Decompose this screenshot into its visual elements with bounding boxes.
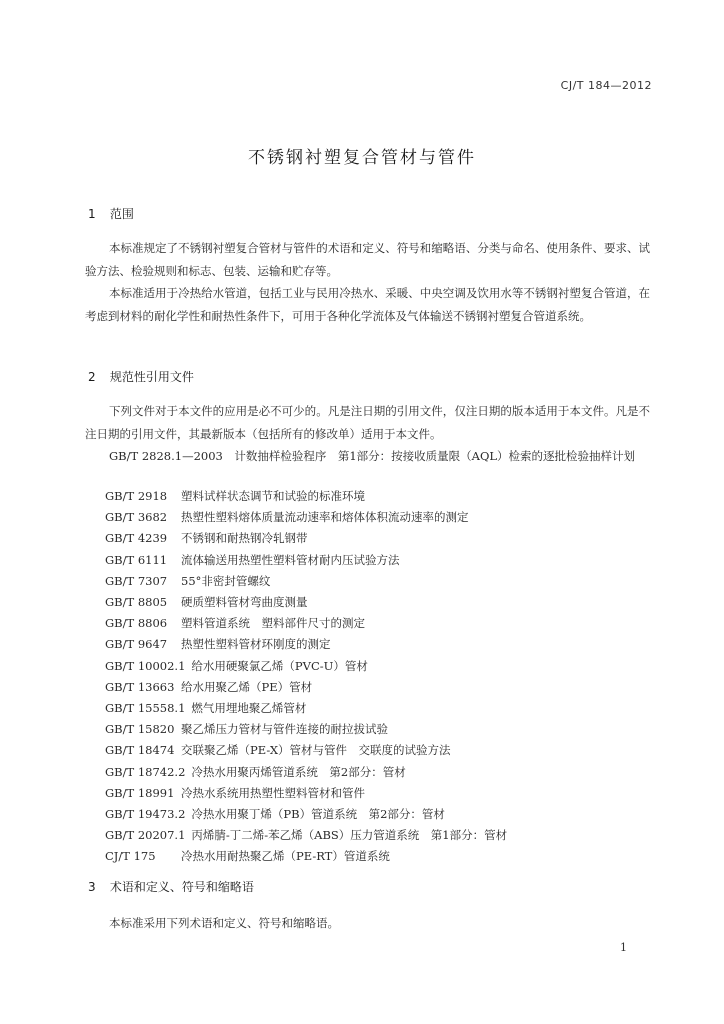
reference-code: GB/T 18991 xyxy=(105,785,175,800)
list-item xyxy=(105,677,665,698)
reference-title: 不锈钢和耐热钢冷轧钢带 xyxy=(181,531,308,546)
section-1-paragraph: 本标准规定了不锈钢衬塑复合管材与管件的术语和定义、符号和缩略语、分类与命名、使用条件、要求、试验方法、检验规则和标志、包装、运输和贮存等。 xyxy=(85,241,650,278)
reference-code: GB/T 18742.2 xyxy=(105,764,186,779)
document-title: 不锈钢衬塑复合管材与管件 xyxy=(248,148,476,168)
standard-code: CJ/T 184—2012 xyxy=(560,79,652,92)
list-item xyxy=(105,804,665,825)
list-item xyxy=(105,740,665,761)
reference-title: 冷热水用聚丁烯（PB）管道系统 第2部分：管材 xyxy=(191,807,445,822)
list-item xyxy=(105,698,665,719)
section-1-number: 1 xyxy=(88,207,96,221)
reference-title: 硬质塑料管材弯曲度测量 xyxy=(181,595,308,610)
reference-list xyxy=(105,486,665,868)
reference-title: 冷热水用耐热聚乙烯（PE-RT）管道系统 xyxy=(181,849,390,864)
list-item xyxy=(105,592,665,613)
reference-title: 热塑性塑料熔体质量流动速率和熔体体积流动速率的测定 xyxy=(181,510,469,525)
section-1-body xyxy=(85,237,650,327)
reference-title: 给水用聚乙烯（PE）管材 xyxy=(181,679,313,694)
reference-title: 交联聚乙烯（PE-X）管材与管件 交联度的试验方法 xyxy=(181,743,451,758)
reference-code: GB/T 2918 xyxy=(105,489,168,503)
section-2-number: 2 xyxy=(88,370,96,384)
reference-title: 聚乙烯压力管材与管件连接的耐拉拔试验 xyxy=(181,722,388,737)
section-1-paragraph: 本标准适用于冷热给水管道，包括工业与民用冷热水、采暖、中央空调及饮用水等不锈钢衬塑复合管道，在考虑到材料的耐化学性和耐热性条件下，可用于各种化学流体及气体输送不锈钢衬塑复合管道系统。 xyxy=(85,286,650,323)
reference-title: 流体输送用热塑性塑料管材耐内压试验方法 xyxy=(181,552,400,567)
section-2-heading xyxy=(88,368,194,385)
reference-code: GB/T 15558.1 xyxy=(105,701,186,716)
section-2-paragraph: GB/T 2828.1—2003 计数抽样检验程序 第1部分：按接收质量限（AQL）检索的逐批检验抽样计划 xyxy=(109,449,636,463)
list-item xyxy=(105,634,665,655)
reference-code: GB/T 19473.2 xyxy=(105,807,186,822)
reference-code: GB/T 6111 xyxy=(105,552,168,567)
list-item xyxy=(105,507,665,528)
reference-title: 塑料管道系统 塑料部件尺寸的测定 xyxy=(181,616,365,631)
reference-code: GB/T 10002.1 xyxy=(105,658,186,673)
section-1-heading xyxy=(88,205,134,222)
list-item xyxy=(105,846,665,867)
section-3-body xyxy=(85,912,650,935)
reference-title: 燃气用埋地聚乙烯管材 xyxy=(191,701,307,716)
reference-code: GB/T 4239 xyxy=(105,531,168,546)
reference-code: GB/T 3682 xyxy=(105,510,168,525)
reference-code: GB/T 8805 xyxy=(105,595,168,610)
reference-title: 塑料试样状态调节和试验的标准环境 xyxy=(181,489,365,503)
reference-title: 热塑性塑料管材环刚度的测定 xyxy=(181,637,331,652)
reference-code: GB/T 8806 xyxy=(105,616,168,631)
section-2-body xyxy=(85,400,650,468)
reference-title: 冷热水系统用热塑性塑料管材和管件 xyxy=(181,785,365,800)
reference-title: 冷热水用聚丙烯管道系统 第2部分：管材 xyxy=(191,764,406,779)
list-item xyxy=(105,571,665,592)
reference-title: 给水用硬聚氯乙烯（PVC-U）管材 xyxy=(191,658,368,673)
reference-code: GB/T 7307 xyxy=(105,573,168,588)
reference-code: GB/T 9647 xyxy=(105,637,168,652)
section-2-paragraph: 下列文件对于本文件的应用是必不可少的。凡是注日期的引用文件，仅注日期的版本适用于本文件。凡是不注日期的引用文件，其最新版本（包括所有的修改单）适用于本文件。 xyxy=(85,404,650,441)
section-1-title: 范围 xyxy=(109,207,134,221)
section-3-paragraph: 本标准采用下列术语和定义、符号和缩略语。 xyxy=(109,916,339,930)
reference-title: 55°非密封管螺纹 xyxy=(181,573,271,588)
reference-code: CJ/T 175 xyxy=(105,849,156,864)
list-item xyxy=(105,528,665,549)
list-item xyxy=(105,762,665,783)
section-3-title: 术语和定义、符号和缩略语 xyxy=(109,880,254,894)
page-number: 1 xyxy=(620,941,627,954)
section-2-title: 规范性引用文件 xyxy=(109,370,194,384)
list-item xyxy=(105,719,665,740)
reference-code: GB/T 15820 xyxy=(105,722,175,737)
list-item xyxy=(105,656,665,677)
reference-code: GB/T 13663 xyxy=(105,679,175,694)
list-item xyxy=(105,783,665,804)
reference-code: GB/T 18474 xyxy=(105,743,175,758)
section-3-heading xyxy=(88,878,254,895)
reference-code: GB/T 20207.1 xyxy=(105,828,186,843)
list-item xyxy=(105,486,665,507)
list-item xyxy=(105,825,665,846)
section-3-number: 3 xyxy=(88,880,96,894)
reference-title: 丙烯腈-丁二烯-苯乙烯（ABS）压力管道系统 第1部分：管材 xyxy=(191,828,508,843)
list-item xyxy=(105,613,665,634)
list-item xyxy=(105,550,665,571)
